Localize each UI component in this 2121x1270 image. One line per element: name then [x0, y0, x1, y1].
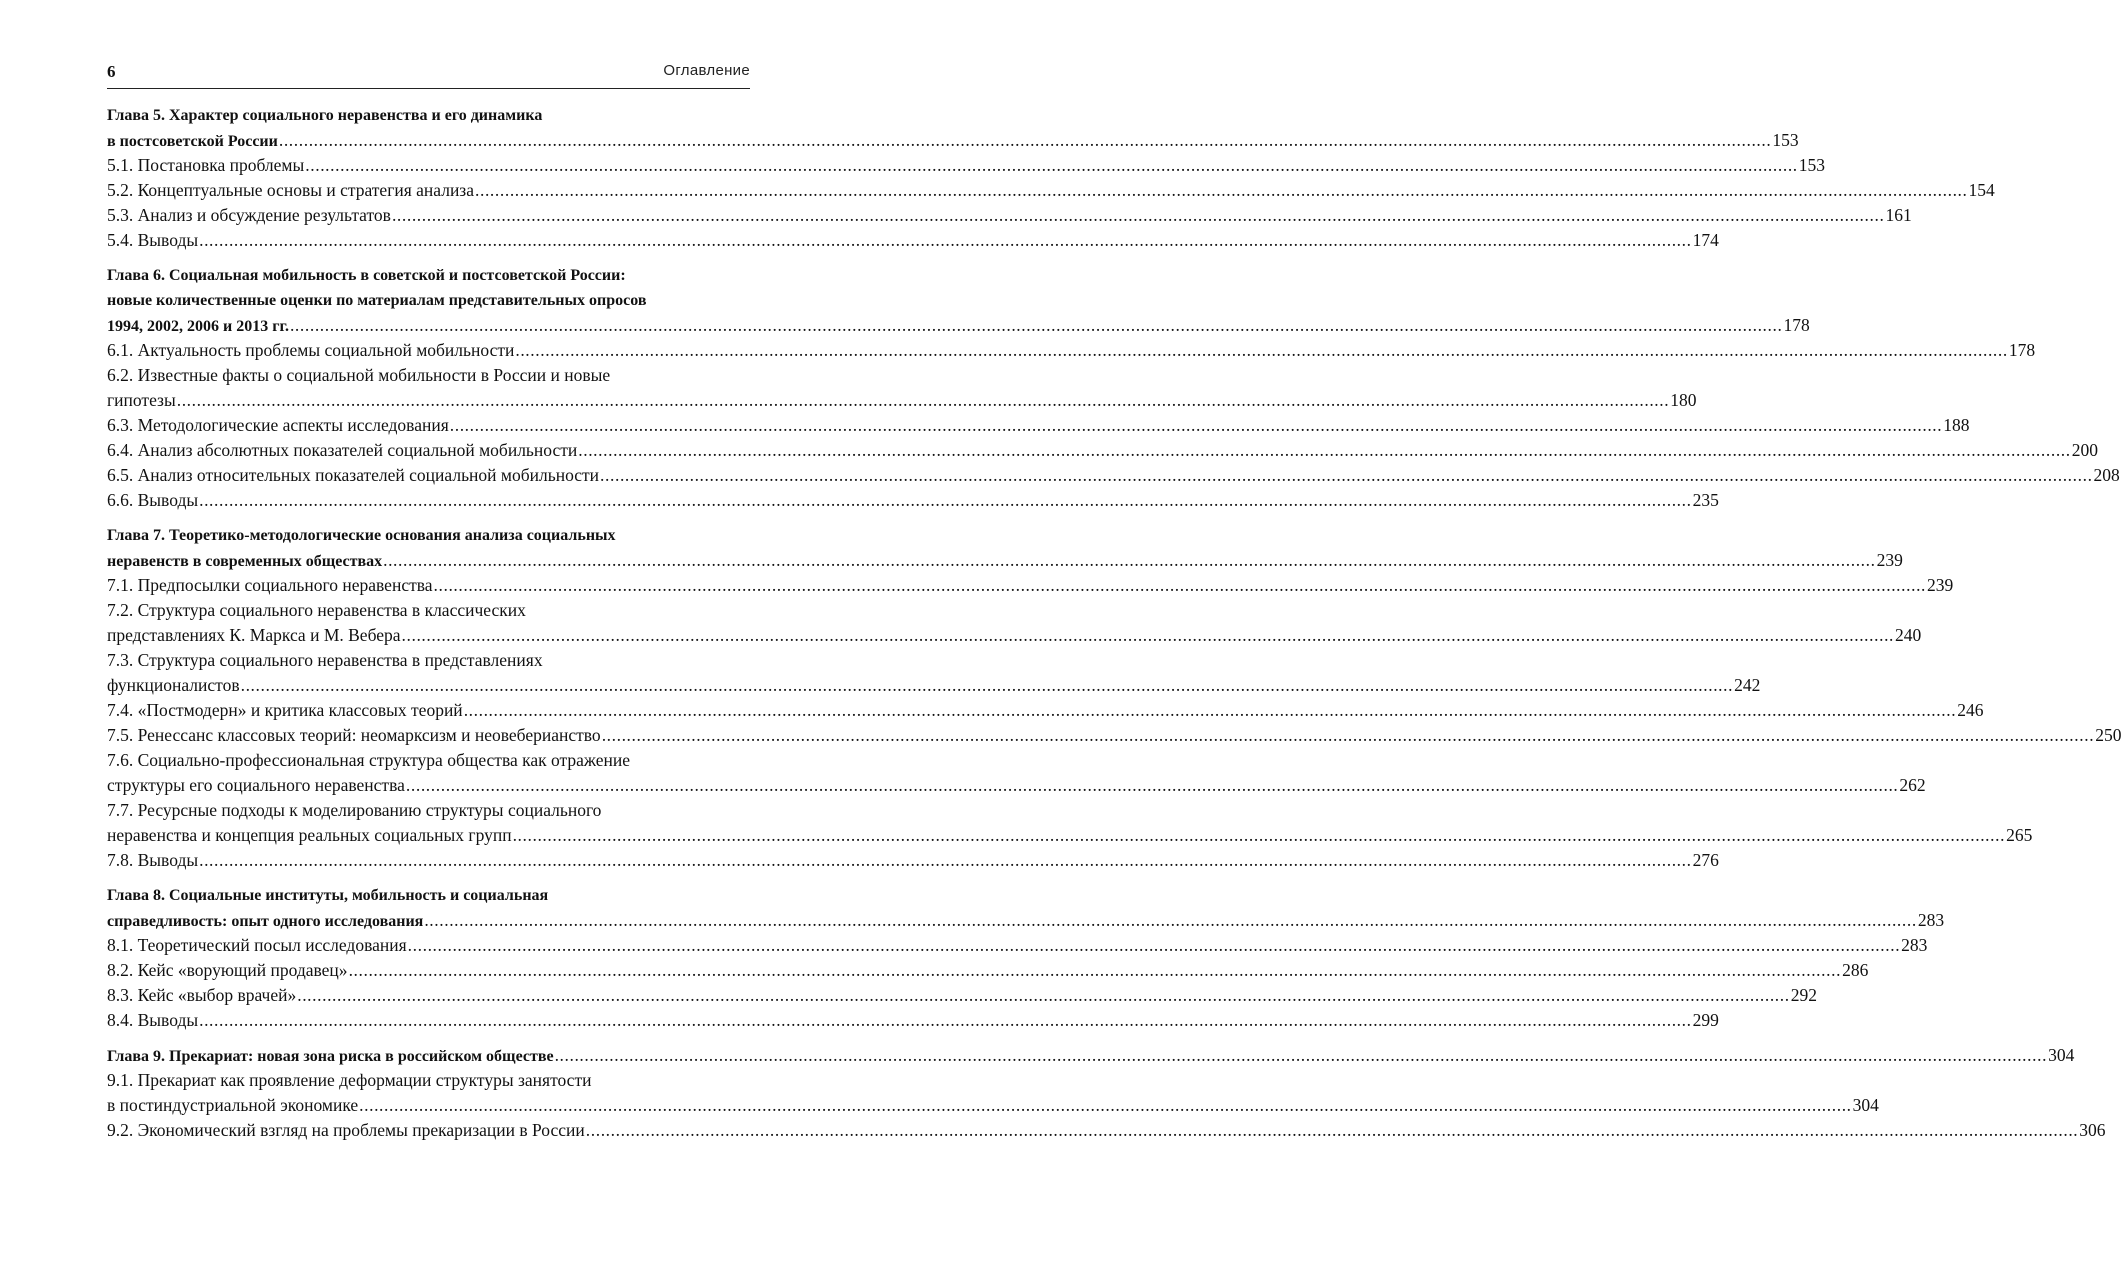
section-page-number: 250: [2095, 725, 2121, 745]
section-title-line: [107, 1008, 1719, 1033]
section-page-number: 188: [1943, 415, 1970, 435]
section-title-text: 9.2. Экономический взгляд на проблемы прекаризации в России: [107, 1120, 585, 1140]
section-title-line: [107, 1093, 1879, 1118]
toc-section-entry[interactable]: [107, 1008, 1719, 1033]
section-title-text: 7.8. Выводы: [107, 850, 199, 870]
section-title-line: [107, 698, 1984, 723]
chapter-title-line: [107, 128, 1799, 153]
section-page-number: 299: [1692, 1010, 1719, 1030]
section-title-text: 8.4. Выводы: [107, 1010, 199, 1030]
chapter-title-line: [107, 908, 1945, 933]
page-header: [107, 62, 750, 89]
section-page-number: 208: [2093, 465, 2120, 485]
section-title-line: [107, 338, 2036, 363]
running-title: Оглавление: [663, 62, 750, 79]
chapter-title-line: [107, 288, 750, 313]
toc-chapter-block: [107, 263, 2120, 513]
section-page-number: 174: [1692, 230, 1719, 250]
section-title-text: 6.4. Анализ абсолютных показателей социальной мобильности: [107, 440, 578, 460]
chapter-title-text: Глава 5. Характер социального неравенства и его динамика: [107, 107, 543, 124]
section-title-text: структуры его социального неравенства: [107, 775, 405, 795]
chapter-title-text: 1994, 2002, 2006 и 2013 гг.: [107, 318, 289, 335]
dot-leader: ............................................................................................................................................................................................................................................................................................................: [433, 575, 1927, 595]
section-title-line: [107, 413, 1970, 438]
toc-section-entry[interactable]: [107, 648, 1761, 698]
section-title-line: [107, 933, 1928, 958]
dot-leader: ............................................................................................................................................................................................................................................................................................................: [475, 180, 1968, 200]
toc-section-entry[interactable]: [107, 413, 1970, 438]
dot-leader: ............................................................................................................................................................................................................................................................................................................: [600, 465, 2093, 485]
dot-leader: ............................................................................................................................................................................................................................................................................................................: [383, 550, 1876, 570]
section-title-text: 5.4. Выводы: [107, 230, 199, 250]
toc-section-entry[interactable]: [107, 338, 2036, 363]
section-title-line: [107, 983, 1817, 1008]
section-page-number: 292: [1790, 985, 1817, 1005]
section-title-text: гипотезы: [107, 390, 176, 410]
dot-leader: ............................................................................................................................................................................................................................................................................................................: [449, 415, 1943, 435]
dot-leader: ............................................................................................................................................................................................................................................................................................................: [585, 1120, 2079, 1140]
section-title-text: 7.4. «Постмодерн» и критика классовых теорий: [107, 700, 463, 720]
dot-leader: ............................................................................................................................................................................................................................................................................................................: [515, 340, 2008, 360]
section-title-line: [107, 958, 1869, 983]
toc-section-entry[interactable]: [107, 573, 1954, 598]
section-title-text: 5.2. Концептуальные основы и стратегия анализа: [107, 180, 474, 200]
dot-leader: ............................................................................................................................................................................................................................................................................................................: [199, 1010, 1692, 1030]
toc-section-entry[interactable]: [107, 488, 1719, 513]
chapter-title-text: Глава 8. Социальные институты, мобильность и социальная: [107, 887, 549, 904]
chapter-title-text: неравенств в современных обществах: [107, 553, 383, 570]
page-number: 6: [107, 62, 116, 81]
toc-section-entry[interactable]: [107, 1068, 1879, 1118]
toc-section-entry[interactable]: [107, 748, 1926, 798]
section-title-text: 6.3. Методологические аспекты исследования: [107, 415, 449, 435]
section-title-line: [107, 203, 1912, 228]
chapter-title-line: [107, 103, 750, 128]
dot-leader: ............................................................................................................................................................................................................................................................................................................: [359, 1095, 1852, 1115]
section-title-line: [107, 228, 1719, 253]
chapter-title-line: [107, 548, 1903, 573]
toc-section-entry[interactable]: [107, 153, 1826, 178]
section-title-line: [107, 623, 1922, 648]
section-title-line: [107, 748, 750, 773]
chapter-title-line: [107, 1043, 2075, 1068]
section-title-text: функционалистов: [107, 675, 240, 695]
dot-leader: ............................................................................................................................................................................................................................................................................................................: [289, 315, 1783, 335]
chapter-title-line: [107, 313, 1810, 338]
section-title-text: представлениях К. Маркса и М. Вебера: [107, 625, 401, 645]
section-title-line: [107, 1068, 750, 1093]
section-title-line: [107, 573, 1954, 598]
section-title-text: 7.5. Ренессанс классовых теорий: неомарксизм и неовеберианство: [107, 725, 601, 745]
toc-chapter-block: [107, 523, 2121, 873]
dot-leader: ............................................................................................................................................................................................................................................................................................................: [240, 675, 1734, 695]
toc-chapter-block: [107, 1043, 2106, 1143]
toc-chapter-block: [107, 103, 1995, 253]
dot-leader: ............................................................................................................................................................................................................................................................................................................: [401, 625, 1895, 645]
toc-section-entry[interactable]: [107, 798, 2033, 848]
chapter-title-line: [107, 263, 750, 288]
chapter-page-number: 178: [1783, 315, 1810, 335]
section-page-number: 200: [2071, 440, 2098, 460]
toc-section-entry[interactable]: [107, 438, 2098, 463]
section-page-number: 286: [1842, 960, 1869, 980]
section-title-line: [107, 153, 1826, 178]
toc-section-entry[interactable]: [107, 463, 2120, 488]
dot-leader: ............................................................................................................................................................................................................................................................................................................: [199, 490, 1692, 510]
dot-leader: ............................................................................................................................................................................................................................................................................................................: [297, 985, 1790, 1005]
section-page-number: 283: [1901, 935, 1928, 955]
toc-section-entry[interactable]: [107, 848, 1719, 873]
dot-leader: ............................................................................................................................................................................................................................................................................................................: [554, 1045, 2048, 1065]
section-title-line: [107, 388, 1697, 413]
section-title-line: [107, 598, 750, 623]
section-title-line: [107, 178, 1995, 203]
toc-section-entry[interactable]: [107, 933, 1928, 958]
section-page-number: 306: [2079, 1120, 2106, 1140]
dot-leader: ............................................................................................................................................................................................................................................................................................................: [424, 910, 1917, 930]
chapter-title-text: справедливость: опыт одного исследования: [107, 913, 424, 930]
chapter-title-text: Глава 7. Теоретико-методологические основания анализа социальных: [107, 527, 616, 544]
section-page-number: 242: [1734, 675, 1761, 695]
toc-section-entry[interactable]: [107, 363, 1697, 413]
dot-leader: ............................................................................................................................................................................................................................................................................................................: [601, 725, 2095, 745]
toc-section-entry[interactable]: [107, 723, 2121, 748]
chapter-title-line: [107, 883, 750, 908]
toc-chapter-entry[interactable]: [107, 883, 1945, 933]
section-title-line: [107, 798, 750, 823]
section-title-line: [107, 438, 2098, 463]
section-title-text: 7.2. Структура социального неравенства в классических: [107, 600, 526, 620]
dot-leader: ............................................................................................................................................................................................................................................................................................................: [278, 130, 1772, 150]
section-title-line: [107, 488, 1719, 513]
dot-leader: ............................................................................................................................................................................................................................................................................................................: [405, 775, 1899, 795]
dot-leader: ............................................................................................................................................................................................................................................................................................................: [199, 230, 1692, 250]
chapter-page-number: 153: [1772, 130, 1799, 150]
dot-leader: ............................................................................................................................................................................................................................................................................................................: [578, 440, 2071, 460]
toc-section-entry[interactable]: [107, 698, 1984, 723]
section-page-number: 178: [2008, 340, 2036, 360]
section-title-line: [107, 673, 1761, 698]
section-title-text: 5.1. Постановка проблемы: [107, 155, 305, 175]
section-title-line: [107, 773, 1926, 798]
section-title-text: 6.2. Известные факты о социальной мобильности в России и новые: [107, 365, 611, 385]
section-title-text: 6.1. Актуальность проблемы социальной мобильности: [107, 340, 515, 360]
section-title-line: [107, 463, 2120, 488]
section-page-number: 239: [1927, 575, 1954, 595]
section-page-number: 304: [1852, 1095, 1879, 1115]
section-page-number: 235: [1692, 490, 1719, 510]
section-title-text: неравенства и концепция реальных социальных групп: [107, 825, 512, 845]
toc-chapter-entry[interactable]: [107, 103, 1799, 153]
toc-section-entry[interactable]: [107, 228, 1719, 253]
toc-section-entry[interactable]: [107, 178, 1995, 203]
dot-leader: ............................................................................................................................................................................................................................................................................................................: [199, 850, 1692, 870]
toc-section-entry[interactable]: [107, 1118, 2106, 1143]
toc-chapter-entry[interactable]: [107, 523, 1903, 573]
chapter-title-text: новые количественные оценки по материалам представительных опросов: [107, 292, 647, 309]
section-title-text: 7.1. Предпосылки социального неравенства: [107, 575, 433, 595]
section-title-text: 6.6. Выводы: [107, 490, 199, 510]
toc-section-entry[interactable]: [107, 958, 1869, 983]
section-title-text: в постиндустриальной экономике: [107, 1095, 359, 1115]
dot-leader: ............................................................................................................................................................................................................................................................................................................: [176, 390, 1670, 410]
chapter-title-text: Глава 9. Прекариат: новая зона риска в российском обществе: [107, 1048, 554, 1065]
toc-chapter-block: [107, 883, 1945, 1033]
section-title-text: 8.3. Кейс «выбор врачей»: [107, 985, 297, 1005]
chapter-title-text: Глава 6. Социальная мобильность в советской и постсоветской России:: [107, 267, 626, 284]
section-title-line: [107, 648, 750, 673]
section-title-text: 7.6. Социально-профессиональная структура общества как отражение: [107, 750, 631, 770]
section-page-number: 154: [1968, 180, 1995, 200]
section-page-number: 161: [1885, 205, 1912, 225]
section-title-text: 8.1. Теоретический посыл исследования: [107, 935, 407, 955]
section-title-line: [107, 848, 1719, 873]
section-title-text: 7.7. Ресурсные подходы к моделированию структуры социального: [107, 800, 602, 820]
section-page-number: 153: [1798, 155, 1826, 175]
chapter-page-number: 239: [1876, 550, 1903, 570]
chapter-title-text: в постсоветской России: [107, 133, 278, 150]
section-page-number: 240: [1895, 625, 1922, 645]
dot-leader: ............................................................................................................................................................................................................................................................................................................: [463, 700, 1957, 720]
section-page-number: 180: [1670, 390, 1697, 410]
chapter-title-line: [107, 523, 750, 548]
section-title-text: 9.1. Прекариат как проявление деформации структуры занятости: [107, 1070, 592, 1090]
toc-chapter-entry[interactable]: [107, 263, 1810, 338]
table-of-contents: [107, 103, 2121, 1153]
section-title-line: [107, 823, 2033, 848]
section-title-text: 7.3. Структура социального неравенства в представлениях: [107, 650, 543, 670]
toc-section-entry[interactable]: [107, 598, 1922, 648]
dot-leader: ............................................................................................................................................................................................................................................................................................................: [305, 155, 1798, 175]
section-title-line: [107, 1118, 2106, 1143]
section-title-line: [107, 363, 750, 388]
chapter-page-number: 283: [1917, 910, 1945, 930]
section-page-number: 276: [1692, 850, 1719, 870]
section-title-line: [107, 723, 2121, 748]
chapter-page-number: 304: [2048, 1045, 2075, 1065]
toc-section-entry[interactable]: [107, 983, 1817, 1008]
section-page-number: 265: [2006, 825, 2033, 845]
dot-leader: ............................................................................................................................................................................................................................................................................................................: [348, 960, 1842, 980]
section-title-text: 8.2. Кейс «ворующий продавец»: [107, 960, 348, 980]
dot-leader: ............................................................................................................................................................................................................................................................................................................: [512, 825, 2006, 845]
toc-chapter-entry[interactable]: [107, 1043, 2075, 1068]
section-title-text: 5.3. Анализ и обсуждение результатов: [107, 205, 391, 225]
toc-section-entry[interactable]: [107, 203, 1912, 228]
section-page-number: 246: [1957, 700, 1984, 720]
section-title-text: 6.5. Анализ относительных показателей социальной мобильности: [107, 465, 600, 485]
dot-leader: ............................................................................................................................................................................................................................................................................................................: [407, 935, 1901, 955]
section-page-number: 262: [1899, 775, 1926, 795]
dot-leader: ............................................................................................................................................................................................................................................................................................................: [391, 205, 1885, 225]
